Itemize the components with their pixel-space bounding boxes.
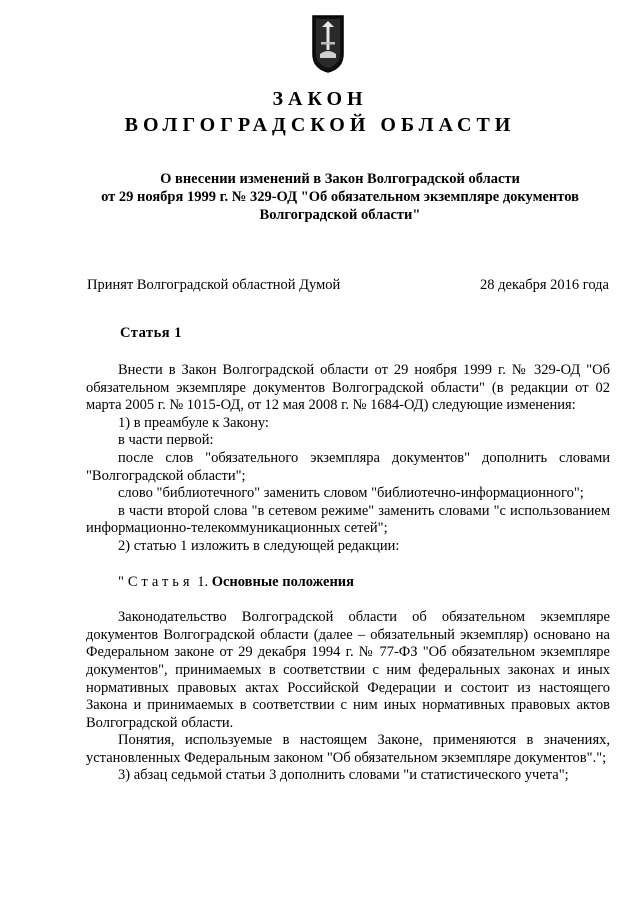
amendment-change-1: после слов "обязательного экземпляра документов" дополнить словами "Волгоградской области"; [86, 449, 610, 484]
quoted-article-number: 1. [193, 573, 212, 590]
article-1-intro: Внести в Закон Волгоградской области от 29 ноября 1999 г. № 329-ОД "Об обязательном экземпляре документов Волгоградской области" (в редакции от 02 марта 2005 г. № 1015-ОД, от 12 мая 2008 г. № 1684-ОД) следующие изменения: [86, 362, 610, 414]
amendment-change-3: в части второй слова "в сетевом режиме" заменить словами "с использованием информационно-телекоммуникационных сетей"; [86, 502, 610, 537]
adoption-date: 28 декабря 2016 года [480, 277, 609, 293]
quoted-paragraph-1: Законодательство Волгоградской области об обязательном экземпляре документов Волгоградской области (далее – обязательный экземпляр) основано на Федеральном законе от 29 декабря 1994 г. № 77-ФЗ "Об обязательном экземпляре документов", принимаемых в соответствии с ним федеральных законах и иных нормативных правовых актах Российской Федерации и состоит из настоящего Закона и принимаемых в соответствии с ним иных нормативных правовых актов Волгоградской области. [86, 609, 610, 731]
subject-line-2: от 29 ноября 1999 г. № 329-ОД "Об обязательном экземпляре документов [101, 189, 579, 205]
amendment-item-3: 3) абзац седьмой статьи 3 дополнить словами "и статистического учета"; [118, 767, 569, 784]
adoption-info [87, 276, 609, 294]
quoted-article-title: Основные положения [211, 573, 354, 590]
amendment-item-2: 2) статью 1 изложить в следующей редакции: [118, 537, 400, 554]
subject-line-1: О внесении изменений в Закон Волгоградской области [160, 171, 520, 187]
amendment-change-2: слово "библиотечного" заменить словом "библиотечно-информационного"; [118, 485, 584, 502]
volgograd-coat-of-arms-icon [311, 14, 345, 74]
region-title: ВОЛГОГРАДСКОЙ ОБЛАСТИ [124, 114, 516, 136]
document-type-title: ЗАКОН [272, 88, 368, 110]
amendment-item-1: 1) в преамбуле к Закону: [118, 414, 269, 431]
law-subject [60, 170, 620, 224]
quoted-article-word: "Статья [118, 573, 194, 590]
adopted-by: Принят Волгоградской областной Думой [87, 277, 341, 293]
article-1-heading: Статья 1 [120, 325, 182, 341]
amendment-part-1: в части первой: [118, 432, 214, 449]
article-1-body [86, 362, 610, 785]
quoted-article-heading [86, 574, 610, 592]
quoted-paragraph-2: Понятия, используемые в настоящем Законе, применяются в значениях, установленных Федеральным законом "Об обязательном экземпляре документов"."; [86, 732, 610, 766]
subject-line-3: Волгоградской области" [259, 207, 421, 223]
